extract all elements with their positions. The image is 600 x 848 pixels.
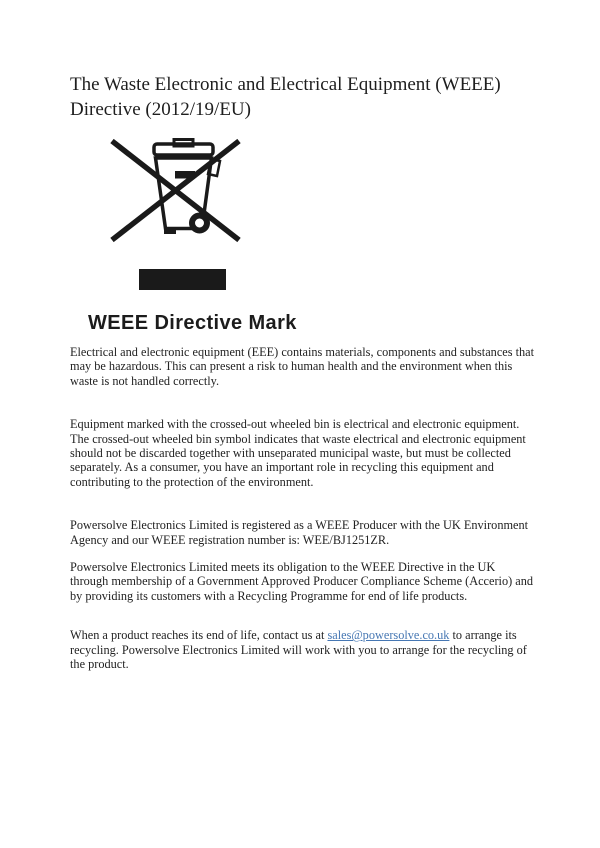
weee-mark-caption: WEEE Directive Mark [88, 312, 297, 334]
bin-lid [154, 144, 213, 155]
paragraph-eee-hazard: Electrical and electronic equipment (EEE) contains materials, components and substances that may be hazardous. This can present a risk to human health and the environment when this waste is not handled correctly. [70, 345, 535, 388]
bin-wheel [192, 216, 207, 231]
bin-foot [164, 228, 176, 234]
page-title: The Waste Electronic and Electrical Equipment (WEEE) Directive (2012/19/EU) [70, 74, 501, 120]
black-bar [139, 269, 226, 290]
paragraph-producer-registration: Powersolve Electronics Limited is registered as a WEEE Producer with the UK Environment Agency and our WEEE registration number is: WEE/BJ1251ZR. [70, 518, 529, 547]
weee-mark-figure [108, 137, 243, 291]
paragraph-end-of-life [70, 628, 536, 671]
paragraph-compliance-scheme: Powersolve Electronics Limited meets its obligation to the WEEE Directive in the UK through membership of a Government Approved Producer Compliance Scheme (Accerio) and by providing its customers with a Recycling Programme for end of life products. [70, 560, 534, 603]
paragraph-bin-meaning: Equipment marked with the crossed-out wheeled bin is electrical and electronic equipment. The crossed-out wheeled bin symbol indicates that waste electrical and electronic equipment should not be discarded together with unseparated municipal waste, but must be collected separately. As a consumer, you have an important role in recycling this equipment and contributing to the protection of the environment. [70, 417, 526, 489]
crossed-out-wheeled-bin-icon [108, 137, 243, 291]
sales-email-link[interactable]: sales@powersolve.co.uk [327, 628, 450, 643]
end-of-life-text-before: When a product reaches its end of life, contact us at [70, 628, 328, 643]
end-of-life-text-after: to arrange its recycling. Powersolve Electronics Limited will work with you to arrange for the recycling of the product. [70, 628, 527, 672]
